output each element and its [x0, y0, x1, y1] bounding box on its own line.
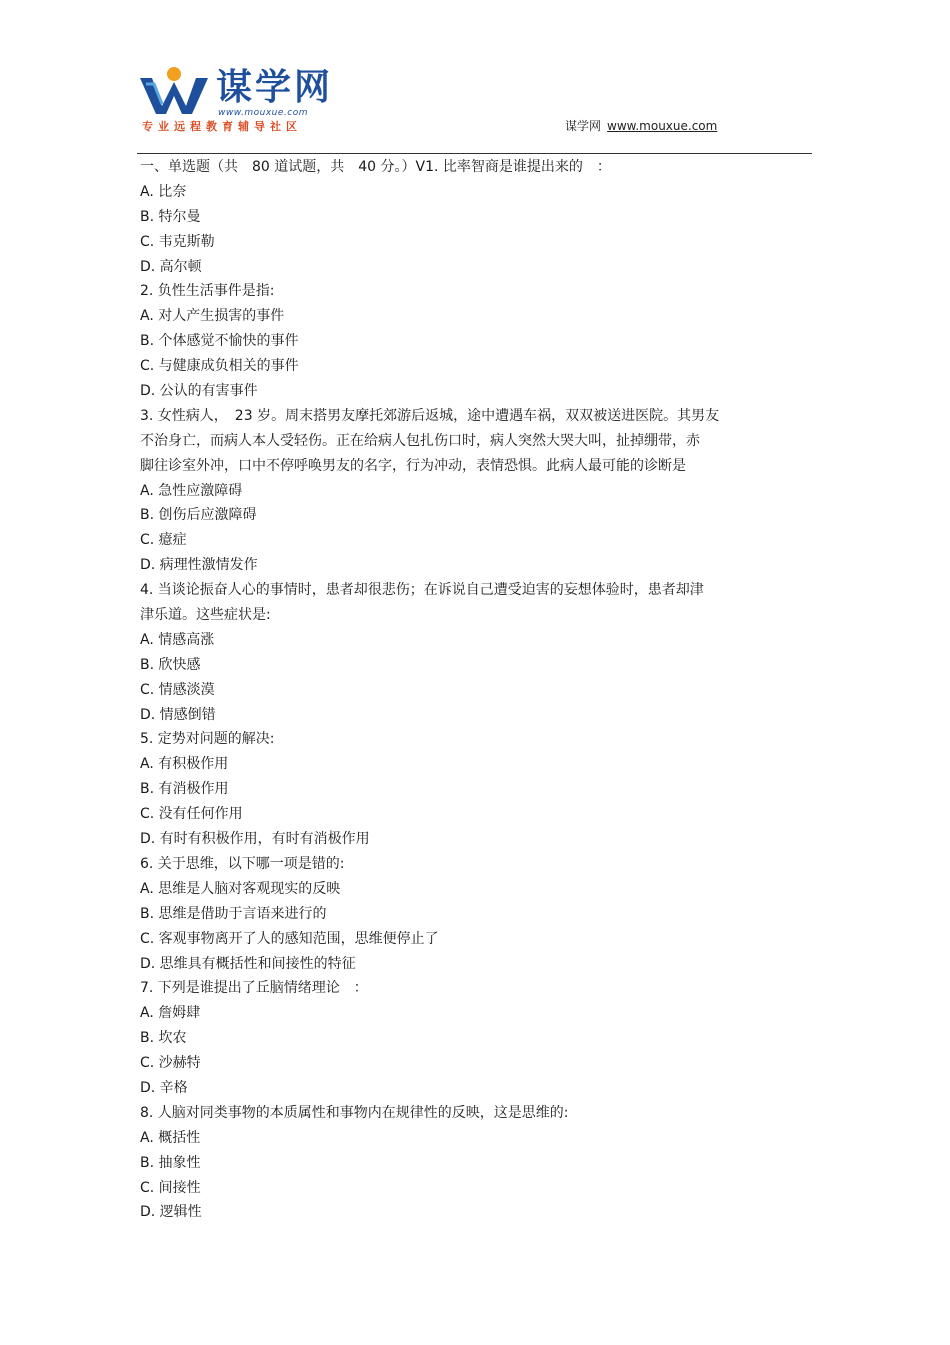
text-line: A. 对人产生损害的事件: [140, 308, 285, 325]
text-line: 不治身亡，而病人本人受轻伤。正在给病人包扎伤口时，病人突然大哭大叫，扯掉绷带，赤: [140, 432, 700, 449]
logo-url: www.mouxue.com: [218, 108, 308, 118]
text-line: B. 创伤后应激障碍: [140, 507, 257, 524]
text-line: D. 逻辑性: [140, 1204, 202, 1221]
text-line: B. 坎农: [140, 1030, 187, 1047]
text-line: 2. 负性生活事件是指:: [140, 283, 275, 300]
text-line: 4. 当谈论振奋人心的事情时，患者却很悲伤；在诉说自己遭受迫害的妄想体验时，患者却津: [140, 582, 704, 599]
text-line: C. 韦克斯勒: [140, 233, 215, 250]
text-line: D. 公认的有害事件: [140, 383, 258, 400]
logo-name: 谋学网: [216, 67, 334, 108]
text-line: 脚往诊室外冲，口中不停呼唤男友的名字，行为冲动，表情恐惧。此病人最可能的诊断是: [140, 457, 686, 474]
site-name: 谋学网: [565, 119, 602, 133]
text-line: C. 没有任何作用: [140, 806, 243, 823]
text-line: C. 与健康成负相关的事件: [140, 358, 299, 375]
site-logo[interactable]: [138, 66, 338, 136]
text-line: B. 抽象性: [140, 1154, 201, 1171]
text-line: D. 辛格: [140, 1079, 188, 1096]
text-line: B. 欣快感: [140, 656, 201, 673]
text-line: D. 病理性激情发作: [140, 557, 258, 574]
text-line: C. 间接性: [140, 1179, 201, 1196]
text-line: B. 特尔曼: [140, 208, 201, 225]
text-line: 一、单选题（共 80 道试题，共 40 分。）V1. 比率智商是谁提出来的 ：: [140, 159, 611, 175]
text-line: A. 思维是人脑对客观现实的反映: [140, 880, 341, 897]
text-line: B. 个体感觉不愉快的事件: [140, 333, 299, 350]
header-divider: [137, 153, 812, 154]
text-line: 津乐道。这些症状是:: [140, 607, 271, 624]
logo-emblem-icon: [138, 66, 214, 118]
text-line: A. 概括性: [140, 1129, 201, 1146]
text-line: B. 思维是借助于言语来进行的: [140, 905, 327, 922]
text-line: C. 癔症: [140, 532, 187, 549]
text-line: C. 客观事物离开了人的感知范围，思维便停止了: [140, 930, 439, 947]
text-line: A. 有积极作用: [140, 756, 229, 773]
text-line: A. 急性应激障碍: [140, 482, 243, 499]
text-line: 8. 人脑对同类事物的本质属性和事物内在规律性的反映，这是思维的:: [140, 1104, 569, 1121]
text-line: 6. 关于思维，以下哪一项是错的:: [140, 855, 345, 872]
text-line: D. 思维具有概括性和间接性的特征: [140, 955, 356, 972]
text-line: A. 詹姆肆: [140, 1005, 201, 1022]
question-content: [140, 155, 760, 1225]
logo-slogan: 专业远程教育辅导社区: [142, 120, 302, 133]
text-line: D. 有时有积极作用，有时有消极作用: [140, 831, 370, 848]
text-line: 7. 下列是谁提出了丘脑情绪理论 ：: [140, 980, 368, 997]
text-line: C. 情感淡漠: [140, 681, 215, 698]
site-url-link[interactable]: www.mouxue.com: [607, 119, 718, 133]
text-line: D. 情感倒错: [140, 706, 216, 723]
text-line: A. 情感高涨: [140, 631, 215, 648]
site-info: [565, 117, 717, 134]
text-line: A. 比奈: [140, 183, 187, 200]
text-line: 5. 定势对问题的解决:: [140, 731, 275, 748]
page-header: [0, 0, 950, 160]
text-line: C. 沙赫特: [140, 1055, 201, 1072]
text-line: D. 高尔顿: [140, 258, 202, 275]
text-line: B. 有消极作用: [140, 781, 229, 798]
text-line: 3. 女性病人， 23 岁。周末搭男友摩托郊游后返城，途中遭遇车祸，双双被送进医院。其男友: [140, 407, 720, 424]
